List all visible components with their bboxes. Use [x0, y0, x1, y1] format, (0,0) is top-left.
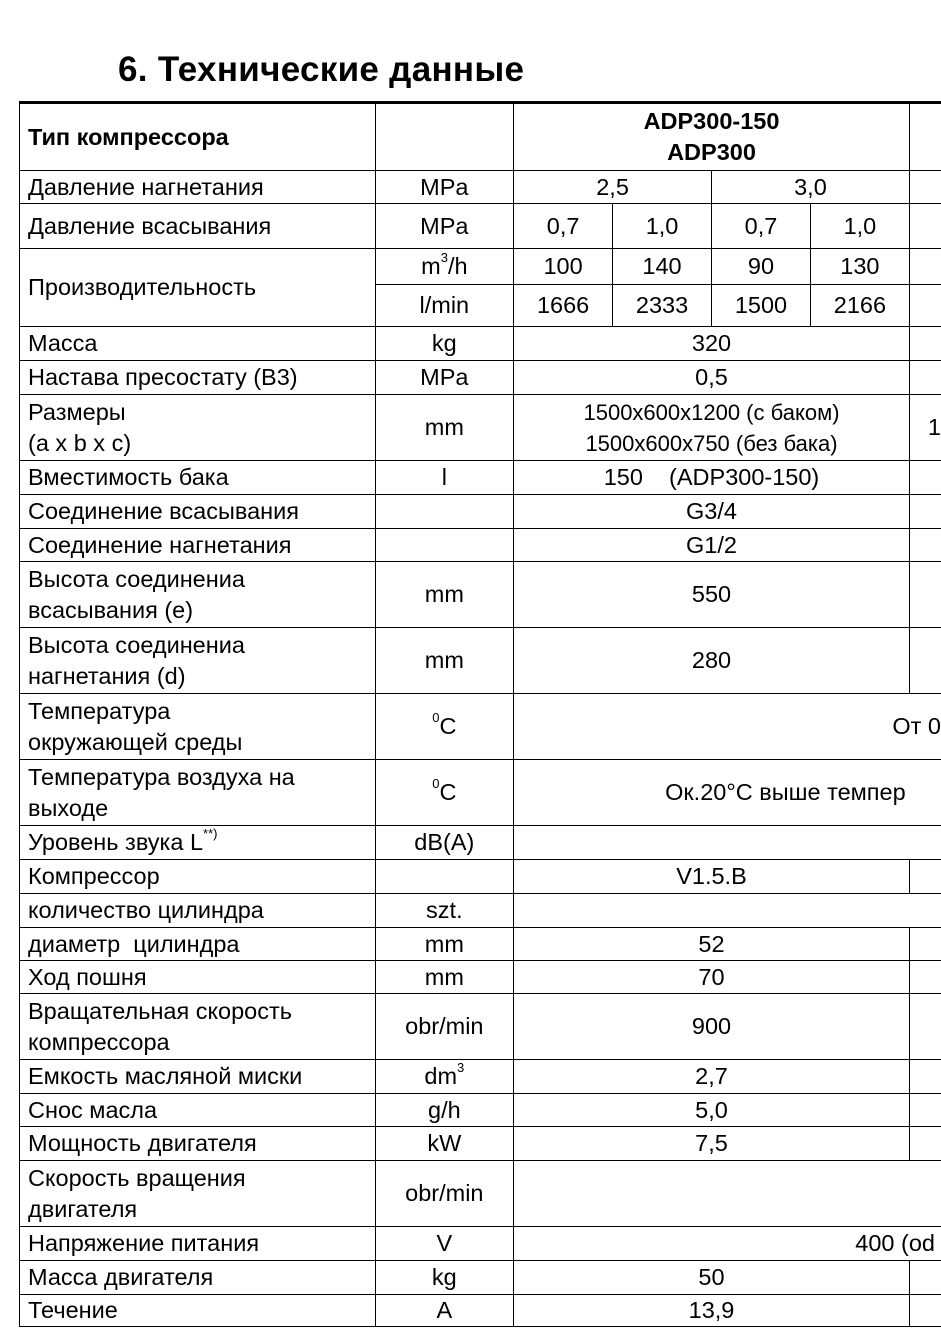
- row-unit: obr/min: [375, 1161, 514, 1227]
- row-value: 5,0: [514, 1094, 910, 1127]
- table-row: [20, 928, 941, 961]
- row-value-clipped: От 0: [514, 694, 941, 760]
- row-label: Вместимость бака: [20, 461, 376, 495]
- table-row: [20, 562, 941, 628]
- row-value: 1,0: [613, 204, 712, 249]
- row-value: 52: [514, 928, 910, 961]
- row-label: Ход пошня: [20, 961, 376, 994]
- table-row: [20, 994, 941, 1060]
- row-unit: g/h: [375, 1094, 514, 1127]
- row-label: Соединение всасывания: [20, 495, 376, 529]
- table-row: [20, 1127, 941, 1161]
- row-value: G3/4: [514, 495, 910, 529]
- row-unit: A: [375, 1295, 514, 1327]
- table-row: [20, 961, 941, 994]
- row-value: 320: [514, 327, 910, 361]
- row-value-clipped: Ок.20°C выше темпер: [514, 760, 941, 826]
- row-value: 900: [514, 994, 910, 1060]
- row-value: 100: [514, 249, 613, 285]
- row-unit: MPa: [375, 171, 514, 204]
- table-row: [20, 1094, 941, 1127]
- row-label: Вращательная скорость компрессора: [20, 994, 376, 1060]
- row-value: 3,0: [712, 171, 910, 204]
- row-unit: dB(A): [375, 826, 514, 860]
- row-unit: szt.: [375, 894, 514, 928]
- row-value: 50: [514, 1261, 910, 1295]
- table-row: [20, 204, 941, 249]
- row-value: 1666: [514, 285, 613, 327]
- row-value: 1500x600x1200 (с баком) 1500x600x750 (без бака): [514, 395, 910, 461]
- table-row: [20, 628, 941, 694]
- row-label: Снос масла: [20, 1094, 376, 1127]
- row-unit: mm: [375, 395, 514, 461]
- row-value: 13,9: [514, 1295, 910, 1327]
- row-label: Температура окружающей среды: [20, 694, 376, 760]
- tech-data-table: [19, 101, 941, 1327]
- table-row: [20, 760, 941, 826]
- table-row: [20, 826, 941, 860]
- row-unit: $dm^3$: [375, 1060, 514, 1094]
- table-row: [20, 1227, 941, 1261]
- row-value: 90: [712, 249, 811, 285]
- table-row: [20, 529, 941, 562]
- table-row: [20, 495, 941, 529]
- row-value-clipped: 1: [909, 395, 941, 461]
- row-label: Размеры (a x b x c): [20, 395, 376, 461]
- row-unit: l/min: [375, 285, 514, 327]
- row-unit: $m^3/h$: [375, 249, 514, 285]
- row-label: Уровень звука L**): [20, 826, 376, 860]
- row-value: 1,0: [810, 204, 909, 249]
- table-row: [20, 894, 941, 928]
- row-unit: mm: [375, 961, 514, 994]
- table-row: [20, 860, 941, 894]
- table-row: [20, 395, 941, 461]
- row-value: 70: [514, 961, 910, 994]
- row-label: Мощность двигателя: [20, 1127, 376, 1161]
- compressor-type-label: Тип компрессора: [20, 103, 376, 171]
- row-value-clipped: 400 (od: [514, 1227, 941, 1261]
- row-label: Компрессор: [20, 860, 376, 894]
- model-names: [514, 103, 910, 171]
- table-row: [20, 171, 941, 204]
- model-name-1: ADP300-150: [643, 108, 780, 134]
- row-value: 140: [613, 249, 712, 285]
- table-row: [20, 249, 941, 285]
- model-name-2: ADP300: [667, 139, 756, 165]
- row-label: Напряжение питания: [20, 1227, 376, 1261]
- row-value: 2333: [613, 285, 712, 327]
- row-value: 130: [810, 249, 909, 285]
- table-row: [20, 1161, 941, 1227]
- row-label: Емкость масляной миски: [20, 1060, 376, 1094]
- row-unit: kW: [375, 1127, 514, 1161]
- row-unit: mm: [375, 928, 514, 961]
- row-unit: V: [375, 1227, 514, 1261]
- row-value: G1/2: [514, 529, 910, 562]
- table-row: [20, 1060, 941, 1094]
- row-label: количество цилиндра: [20, 894, 376, 928]
- row-unit: mm: [375, 562, 514, 628]
- row-label: диаметр цилиндра: [20, 928, 376, 961]
- row-label: Высота соединениа всасывания (e): [20, 562, 376, 628]
- row-value: V1.5.B: [514, 860, 910, 894]
- page-title: 6. Технические данные: [118, 50, 525, 89]
- row-label: Давление нагнетания: [20, 171, 376, 204]
- row-unit: kg: [375, 327, 514, 361]
- row-unit: $^0$C: [375, 694, 514, 760]
- table-row: [20, 361, 941, 395]
- table-row: [20, 461, 941, 495]
- row-unit: mm: [375, 628, 514, 694]
- table-row: [20, 694, 941, 760]
- row-unit: MPa: [375, 361, 514, 395]
- row-unit: $^0$C: [375, 760, 514, 826]
- table-header-row: [20, 103, 941, 171]
- row-value: 1500: [712, 285, 811, 327]
- table-row: [20, 327, 941, 361]
- row-label: Соединение нагнетания: [20, 529, 376, 562]
- table-row: [20, 1261, 941, 1295]
- row-label: Высота соединениа нагнетания (d): [20, 628, 376, 694]
- row-value: 0,5: [514, 361, 910, 395]
- row-value: 0,7: [712, 204, 811, 249]
- row-value: 150 (ADP300-150): [514, 461, 910, 495]
- row-value: 550: [514, 562, 910, 628]
- row-label: Скорость вращения двигателя: [20, 1161, 376, 1227]
- row-value: 0,7: [514, 204, 613, 249]
- row-label: Давление всасывания: [20, 204, 376, 249]
- row-value: 7,5: [514, 1127, 910, 1161]
- row-value: 280: [514, 628, 910, 694]
- table-row: [20, 1295, 941, 1327]
- row-label: Производительность: [20, 249, 376, 327]
- row-value: 2166: [810, 285, 909, 327]
- row-value: 2,7: [514, 1060, 910, 1094]
- row-unit: obr/min: [375, 994, 514, 1060]
- row-label: Масса: [20, 327, 376, 361]
- row-label: Температура воздуха на выходе: [20, 760, 376, 826]
- row-label: Настава пресостату (B3): [20, 361, 376, 395]
- row-label: Масса двигателя: [20, 1261, 376, 1295]
- row-label: Течение: [20, 1295, 376, 1327]
- row-unit: MPa: [375, 204, 514, 249]
- row-unit: l: [375, 461, 514, 495]
- row-value: 2,5: [514, 171, 712, 204]
- row-unit: kg: [375, 1261, 514, 1295]
